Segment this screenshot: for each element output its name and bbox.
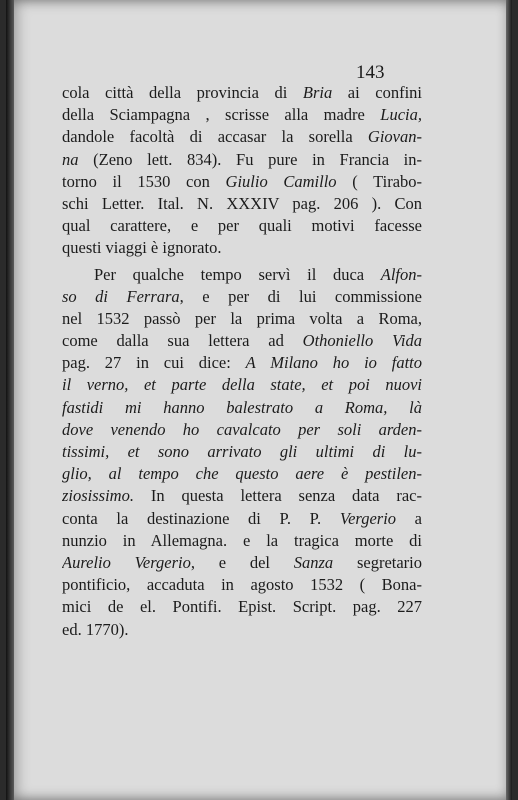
text-segment: dandole facoltà di accasar la sorella [62,127,368,147]
italic-segment: glio, al tempo che questo aere è pestilen- [62,464,422,484]
italic-segment: fastidi mi hanno balestrato a Roma, là [62,397,422,417]
italic-segment: Lucia, [380,105,422,125]
text-line [62,419,422,441]
text-segment: della Sciampagna , scrisse alla madre [62,105,381,125]
text-line [62,237,422,259]
text-segment: nel 1532 passò per la prima volta a Roma, [62,308,422,328]
italic-segment: so di Ferrara [62,286,180,306]
text-line [62,441,422,463]
italic-segment: il verno, et parte della state, et poi nuovi [62,375,422,395]
text-segment: torno il 1530 con [62,171,226,191]
book-page [6,0,512,800]
italic-segment: A Milano ho io fatto [245,353,422,373]
text-line [62,264,422,286]
text-segment: nunzio in Allemagna. e la tragica morte di [62,530,422,550]
text-line [62,508,422,530]
text-line [62,171,422,193]
text-segment: come dalla sua lettera ad [62,331,303,351]
text-segment: In questa lettera senza data rac- [133,486,422,506]
italic-segment: dove venendo ho cavalcato per soli arden- [62,419,422,439]
text-line [62,463,422,485]
text-line [62,286,422,308]
text-segment: ai confini [332,83,422,102]
italic-segment: na [62,149,79,169]
text-segment: ed. 1770). [62,619,129,639]
paragraph [62,264,422,641]
text-line [62,530,422,552]
page-right-edge [506,0,512,800]
italic-segment: Vergerio [339,508,397,528]
text-line [62,104,422,126]
text-segment: pag. 27 in cui dice: [62,353,246,373]
text-segment: mici de el. Pontifi. Epist. Script. pag. 227 [62,597,422,617]
text-segment: pontificio, accaduta in agosto 1532 ( Bona- [62,575,422,595]
text-line [62,330,422,352]
text-segment: questi viaggi è ignorato. [62,238,222,258]
text-line [62,215,422,237]
text-segment: segretario [333,552,422,572]
page-number: 143 [356,62,385,83]
text-segment: (Zeno lett. 834). Fu pure in Francia in- [78,149,422,169]
italic-segment: Giovan- [367,127,422,147]
text-segment: schi Letter. Ital. N. XXXIV pag. 206 ). Con [62,193,422,213]
text-line [62,397,422,419]
text-line [62,574,422,596]
italic-segment: Giulio Camillo [225,171,337,191]
italic-segment: Bria [302,83,333,102]
text-line [62,619,422,641]
text-segment: conta la destinazione di P. P. [62,508,340,528]
paragraph [62,82,422,260]
text-line [62,193,422,215]
text-line [62,374,422,396]
text-line [62,552,422,574]
text-segment: a [396,508,422,528]
text-line [62,596,422,618]
text-segment: ( Tirabo- [336,171,422,191]
text-segment: qual carattere, e per quali motivi facesse [62,216,422,236]
italic-segment: Sanza [293,552,334,572]
text-line [62,82,422,104]
body-text [62,82,422,641]
page-left-edge [6,0,14,800]
text-segment: cola città della provincia di [62,83,303,102]
text-line [62,149,422,171]
text-segment: , e del [190,552,294,572]
text-line [62,308,422,330]
italic-segment: Othoniello Vida [302,331,422,351]
italic-segment: Alfon- [380,264,422,284]
text-line [62,352,422,374]
text-line [62,126,422,148]
text-line [62,485,422,507]
italic-segment: Aurelio Vergerio [62,552,191,572]
italic-segment: tissimi, et sono arrivato gli ultimi di lu- [62,442,422,461]
text-segment: Per qualche tempo servì il duca [94,264,381,284]
text-segment: , e per di lui commissione [179,286,422,306]
italic-segment: ziosissimo. [62,486,134,506]
